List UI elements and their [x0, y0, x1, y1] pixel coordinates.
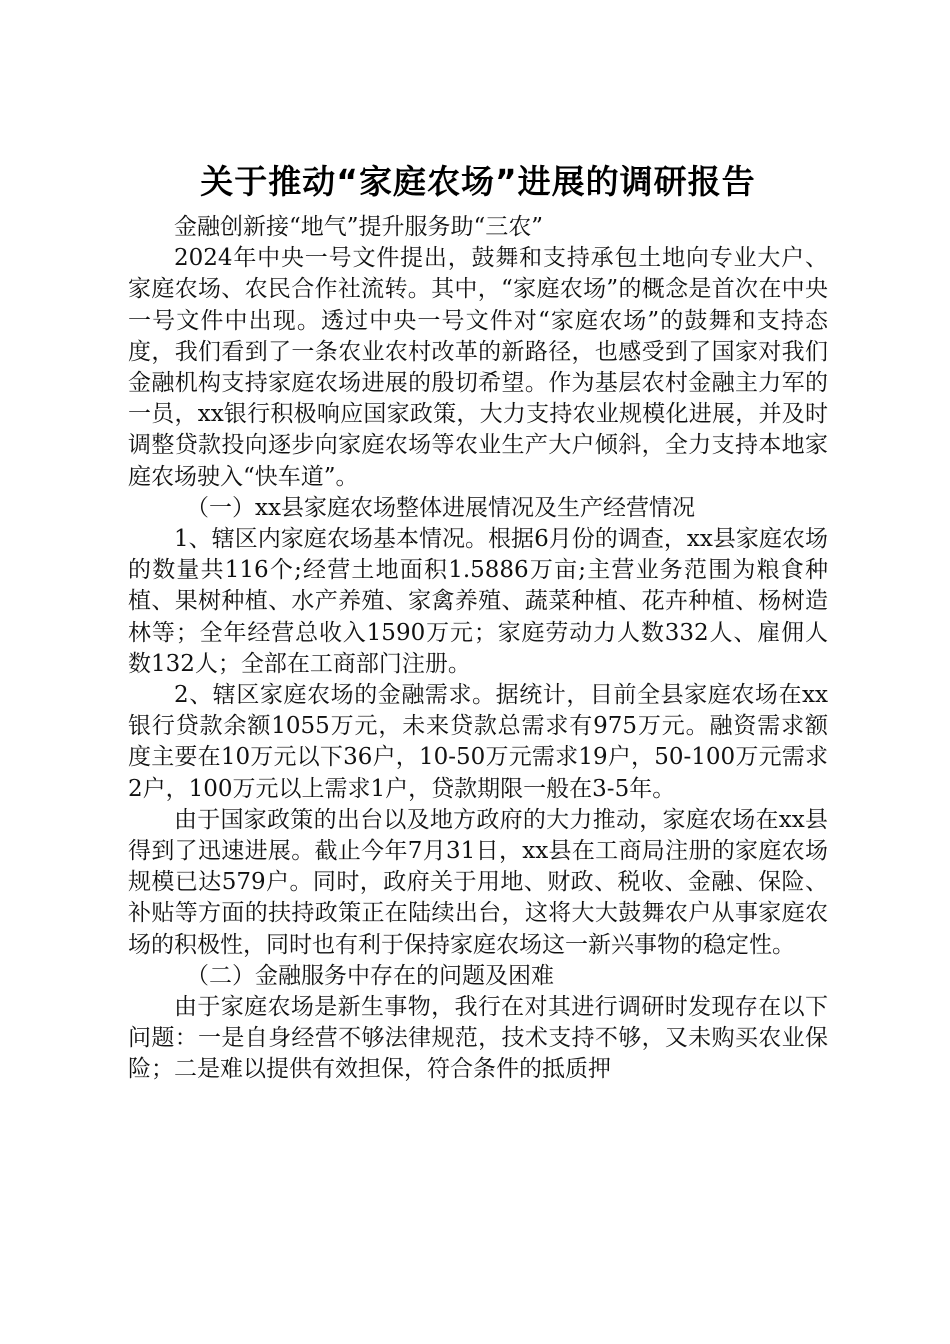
paragraph-problems: 由于家庭农场是新生事物，我行在对其进行调研时发现存在以下问题：一是自身经营不够法律规范，技术支持不够，又未购买农业保险；二是难以提供有效担保，符合条件的抵质押 [128, 994, 828, 1083]
section-heading-1: （一）xx县家庭农场整体进展情况及生产经营情况 [186, 494, 695, 521]
document-subtitle: 金融创新接“地气”提升服务助“三农” [174, 214, 544, 240]
paragraph-financial-demand: 2、辖区家庭农场的金融需求。据统计，目前全县家庭农场在xx银行贷款余额1055万元，未来贷款总需求有975万元。融资需求额度主要在10万元以下36户，10-50万元需求19户，50-100万元需求2户，100万元以上需求1户，贷款期限一般在3-5年。 [128, 682, 828, 802]
paragraph-intro: 2024年中央一号文件提出，鼓舞和支持承包土地向专业大户、家庭农场、农民合作社流转。其中，“家庭农场”的概念是首次在中央一号文件中出现。透过中央一号文件对“家庭农场”的鼓舞和支持态度，我们看到了一条农业农村改革的新路径，也感受到了国家对我们金融机构支持家庭农场进展的殷切希望。作为基层农村金融主力军的一员，xx银行积极响应国家政策，大力支持农业规模化进展，并及时调整贷款投向逐步向家庭农场等农业生产大户倾斜，全力支持本地家庭农场驶入“快车道”。 [128, 245, 828, 490]
paragraph-basic-situation: 1、辖区内家庭农场基本情况。根据6月份的调查，xx县家庭农场的数量共116个;经营土地面积1.5886万亩;主营业务范围为粮食种植、果树种植、水产养殖、家禽养殖、蔬菜种植、花卉种植、杨树造林等；全年经营总收入1590万元；家庭劳动力人数332人、雇佣人数132人；全部在工商部门注册。 [128, 526, 828, 677]
document-title: 关于推动“家庭农场”进展的调研报告 [200, 162, 756, 201]
paragraph-policy-development: 由于国家政策的出台以及地方政府的大力推动，家庭农场在xx县得到了迅速进展。截止今年7月31日，xx县在工商局注册的家庭农场规模已达579户。同时，政府关于用地、财政、税收、金融、保险、补贴等方面的扶持政策正在陆续出台，这将大大鼓舞农户从事家庭农场的积极性，同时也有利于保持家庭农场这一新兴事物的稳定性。 [128, 806, 828, 958]
section-heading-2: （二）金融服务中存在的问题及困难 [186, 962, 554, 989]
document-page [128, 160, 828, 1086]
